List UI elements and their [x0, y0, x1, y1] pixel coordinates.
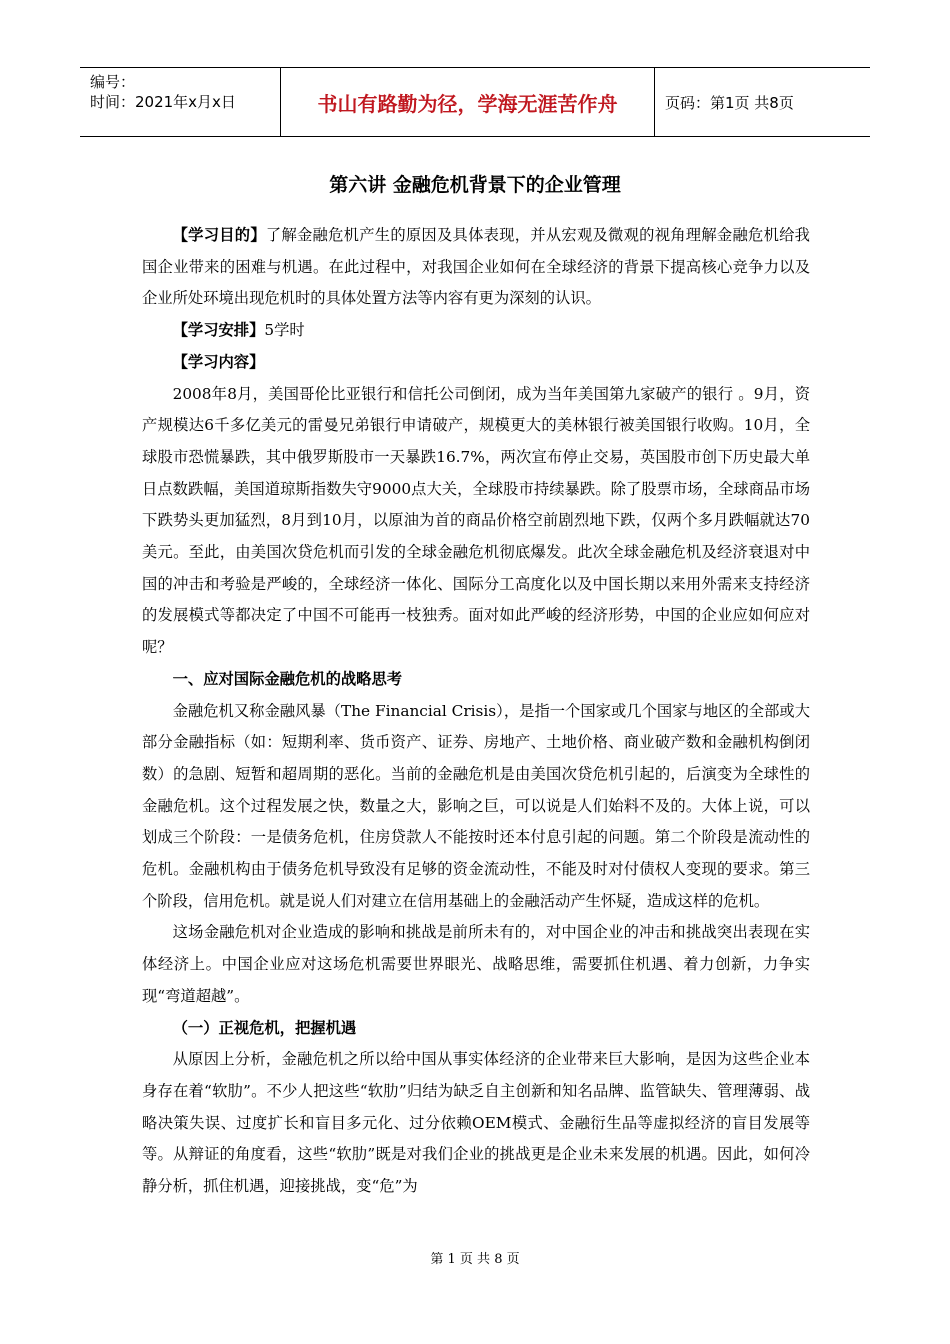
arrangement-text: 5学时 [264, 321, 305, 340]
objective-paragraph [142, 220, 810, 315]
code-label: 编号： [90, 73, 136, 91]
arrangement-label: 【学习安排】 [172, 321, 265, 340]
arrangement-paragraph [142, 315, 810, 347]
document-body [142, 220, 810, 1203]
content-label: 【学习内容】 [172, 352, 265, 371]
content-label-paragraph [142, 347, 810, 379]
page-footer: 第 1 页 共 8 页 [430, 1252, 520, 1267]
paragraph-2: 金融危机又称金融风暴（The Financial Crisis），是指一个国家或几个国家与地区的全部或大部分金融指标（如：短期利率、货币资产、证券、房地产、土地价格、商业破产数和金融机构倒闭数）的急剧、短暂和超周期的恶化。当前的金融危机是由美国次贷危机引起的，后演变为全球性的金融危机。这个过程发展之快，数量之大，影响之巨，可以说是人们始料不及的。大体上说，可以划成三个阶段：一是债务危机，住房贷款人不能按时还本付息引起的问题。第二个阶段是流动性的危机。金融机构由于债务危机导致没有足够的资金流动性，不能及时对付债权人变现的要求。第三个阶段，信用危机。就是说人们对建立在信用基础上的金融活动产生怀疑，造成这样的危机。 [142, 701, 810, 910]
objective-label: 【学习目的】 [172, 226, 266, 244]
header-page-info: 页码：第1页 共8页 [665, 93, 794, 112]
paragraph-4: 从原因上分析，金融危机之所以给中国从事实体经济的企业带来巨大影响，是因为这些企业本身存在着“软肋”。不少人把这些“软肋”归结为缺乏自主创新和知名品牌、监管缺失、管理薄弱、战略决策失误、过度扩长和盲目多元化、过分依赖OEM模式、金融衍生品等虚拟经济的盲目发展等等。从辩证的角度看，这些“软肋”既是对我们企业的挑战更是企业未来发展的机遇。因此，如何冷静分析，抓住机遇，迎接挑战，变“危”为 [142, 1050, 810, 1196]
header-table [80, 67, 870, 137]
time-label: 时间：2021年x月x日 [90, 93, 236, 111]
header-left-cell [80, 68, 280, 136]
page-title: 第六讲 金融危机背景下的企业管理 [329, 174, 621, 196]
paragraph-3: 这场金融危机对企业造成的影响和挑战是前所未有的，对中国企业的冲击和挑战突出表现在实体经济上。中国企业应对这场危机需要世界眼光、战略思维，需要抓住机遇、着力创新，力争实现“弯道超越”。 [142, 923, 810, 1005]
subsection-heading-1: （一）正视危机，把握机遇 [172, 1018, 357, 1037]
header-motto: 书山有路勤为径，学海无涯苦作舟 [280, 68, 655, 136]
paragraph-1: 2008年8月，美国哥伦比亚银行和信托公司倒闭，成为当年美国第九家破产的银行 。9月，资产规模达6千多亿美元的雷曼兄弟银行申请破产，规模更大的美林银行被美国银行收购。10月，全球股市恐慌暴跌，其中俄罗斯股市一天暴跌16.7%，两次宣布停止交易，英国股市创下历史最大单日点数跌幅，美国道琼斯指数失守9000点大关，全球股市持续暴跌。除了股票市场，全球商品市场下跌势头更加猛烈，8月到10月，以原油为首的商品价格空前剧烈地下跌，仅两个多月跌幅就达70美元。至此，由美国次贷危机而引发的全球金融危机彻底爆发。此次全球金融危机及经济衰退对中国的冲击和考验是严峻的，全球经济一体化、国际分工高度化以及中国长期以来用外需来支持经济的发展模式等都决定了中国不可能再一枝独秀。面对如此严峻的经济形势，中国的企业应如何应对呢？ [142, 384, 810, 657]
objective-text: 了解金融危机产生的原因及具体表现，并从宏观及微观的视角理解金融危机给我国企业带来的困难与机遇。在此过程中，对我国企业如何在全球经济的背景下提高核心竞争力以及企业所处环境出现危机时的具体处置方法等内容有更为深刻的认识。 [142, 226, 810, 308]
section-heading-1: 一、应对国际金融危机的战略思考 [172, 669, 403, 688]
